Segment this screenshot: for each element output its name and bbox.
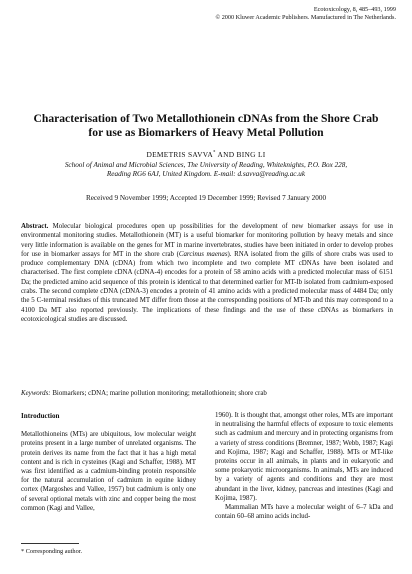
keywords-text: Biomarkers; cDNA; marine pollution monitoring; metallothionein; shore crab: [50, 390, 267, 397]
keywords-label: Keywords:: [21, 390, 51, 397]
abstract-text-2: ). RNA isolated from the gills of shore crabs was used to produce complementary DNA (cDNA) from which two incomplete and two complete MT cDNAs have been isolated and characterised. The first complete cDNA (cDNA-4) encodes for a protein of 58 amino acids with a predicted molecular mass of 6151 Da; the predicted amino acid sequence of this protein is identical to that determined earlier for MT-Ib isolated from cadmium-exposed crabs. The second complete cDNA (cDNA-3) encodes a protein of 41 amino acids with a predicted molecular mass of 4484 Da; only the 5 C-terminal residues of this truncated MT differ from those at the corresponding positions of MT-Ib and this may correspond to a 4100 Da MT also reported previously. The implications of these findings and the use of these cDNAs as biomarkers in ecotoxicological studies are discussed.: [21, 250, 393, 323]
abstract-species: Carcinus maenas: [178, 250, 228, 258]
paper-title: Characterisation of Two Metallothionein cDNAs from the Shore Crab for use as Biomarkers of Heavy Metal Pollution: [33, 112, 379, 139]
copyright-notice: © 2000 Kluwer Academic Publishers. Manufactured in The Netherlands.: [215, 14, 396, 21]
right-column: [215, 411, 393, 521]
abstract-text-1: Molecular biological procedures open up possibilities for the development of new biomarker assays for use in environmental monitoring studies. Metallothionein (MT) is a useful biomarker for monitoring pollution by heavy metals and since very little information is available on the genes for MT in marine invertebrates, studies have been initiated in order to develop probes for use in biomarker assays for MT in the shore crab (: [21, 223, 393, 258]
intro-paragraph-1: Metallothioneins (MTs) are ubiquitous, low molecular weight proteins present in a large number of unrelated organisms. The protein derives its name from the fact that it has a high metal content and is rich in cysteines (Kagi and Schaffer, 1988). MT was first identified as a cadmium-binding protein responsible for the natural accumulation of cadmium in equine kidney cortex (Margoshes and Vallee, 1957) but cadmium is only one of several optional metals with zinc and copper being the most common (Kagi and Vallee,: [21, 431, 196, 512]
journal-header: [215, 6, 396, 22]
author-rest: AND BING LI: [215, 150, 266, 159]
abstract-label: Abstract.: [21, 223, 49, 230]
affiliation-line-2: Reading RG6 6AJ, United Kingdom. E-mail: d.savva@reading.ac.uk: [106, 170, 306, 179]
footnote-divider: [21, 543, 79, 544]
affiliation: [40, 161, 372, 179]
left-column: [21, 412, 196, 513]
intro-paragraph-1-continued: 1960). It is thought that, amongst other roles, MTs are important in neutralising the harmful effects of exposure to toxic elements such as cadmium and mercury and in protecting organisms from a variety of stress conditions (Bremner, 1987; Webb, 1987; Kagi and Kojima, 1987; Kagi and Schaffer, 1988). MTs or MT-like proteins occur in all animals, in plants and in eukaryotic and some prokaryotic microorganisms. In animals, MTs are induced by a variety of agents and conditions and they are most abundant in the liver, kidney, pancreas and intestines (Kagi and Kojima, 1987).: [215, 412, 393, 502]
abstract: [21, 222, 393, 324]
section-heading-introduction: Introduction: [21, 412, 60, 420]
affiliation-line-1: School of Animal and Microbial Sciences, The University of Reading, Whiteknights, P.O. Box 228,: [64, 161, 348, 169]
corresponding-marker: *: [213, 150, 216, 156]
keywords: [21, 389, 393, 398]
author-first: DEMETRIS SAVVA: [146, 150, 214, 159]
received-dates: Received 9 November 1999; Accepted 19 December 1999; Revised 7 January 2000: [85, 194, 327, 202]
intro-paragraph-2: Mammalian MTs have a molecular weight of 6–7 kDa and contain 60–68 amino acids includ-: [215, 504, 393, 521]
author-list: [0, 150, 412, 159]
journal-citation: Ecotoxicology, 8, 485–493, 1999: [313, 6, 396, 13]
footnote-corresponding-author: * Corresponding author.: [21, 548, 83, 555]
